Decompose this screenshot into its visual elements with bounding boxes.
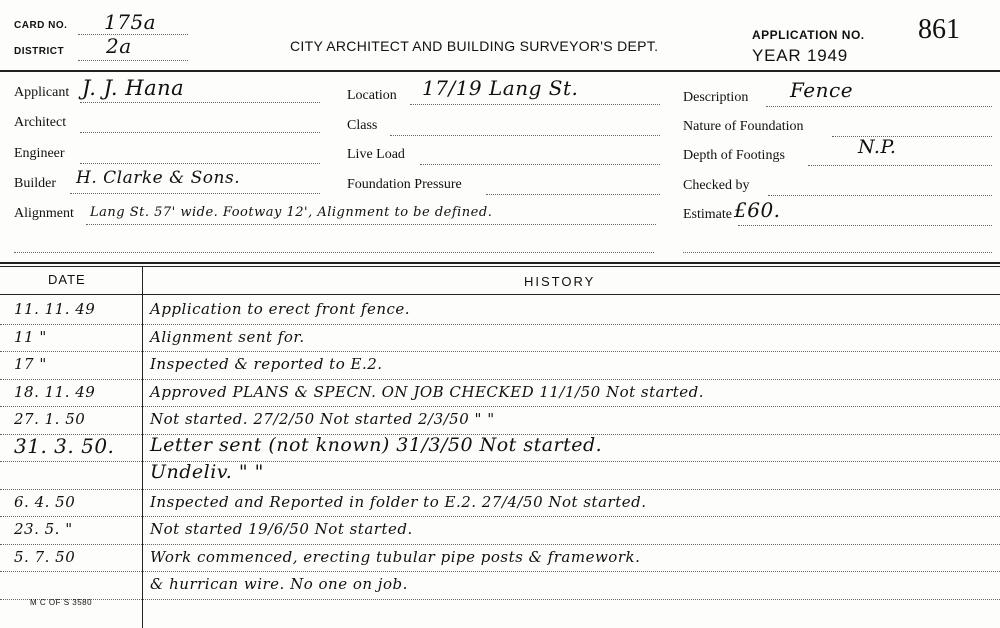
row-rule: [0, 544, 1000, 545]
row-history: Not started 19/6/50 Not started.: [150, 520, 413, 538]
row-date: 23. 5. ": [14, 520, 73, 538]
depth-of-footings-value: N.P.: [858, 136, 897, 158]
row-date: 18. 11. 49: [14, 382, 96, 401]
location-value: 17/19 Lang St.: [422, 76, 579, 100]
engineer-line: [80, 163, 320, 164]
year-label: YEAR 1949: [752, 46, 849, 65]
architect-label: Architect: [14, 115, 67, 130]
class-line: [390, 135, 660, 136]
row-rule: [0, 351, 1000, 352]
row-rule: [0, 324, 1000, 325]
row-rule: [0, 516, 1000, 517]
row-date: 11. 11. 49: [14, 300, 96, 318]
row-date: 17 ": [14, 355, 47, 373]
builder-label: Builder: [14, 176, 56, 191]
live-load-line: [420, 164, 660, 165]
estimate-line-2: [683, 252, 992, 253]
builder-line: [70, 193, 320, 194]
architect-line: [80, 132, 320, 133]
row-date: 6. 4. 50: [14, 492, 76, 511]
location-line: [410, 104, 660, 105]
description-label: Description: [683, 90, 749, 105]
row-rule: [0, 379, 1000, 380]
row-history: Approved PLANS & SPECN. ON JOB CHECKED 11/1/50 Not started.: [150, 382, 705, 401]
row-rule: [0, 489, 1000, 490]
application-no-label: APPLICATION NO.: [752, 28, 865, 42]
card-no-value: 175a: [104, 10, 157, 34]
class-label: Class: [347, 118, 378, 133]
nature-of-foundation-line: [832, 136, 992, 137]
applicant-label: Applicant: [14, 85, 70, 100]
applicant-line: [80, 102, 320, 103]
row-history: Letter sent (not known) 31/3/50 Not started.: [150, 433, 603, 456]
location-label: Location: [347, 88, 397, 103]
table-header-divider: [0, 294, 1000, 295]
application-no-value: 861: [918, 14, 960, 45]
date-header: DATE: [48, 272, 86, 287]
row-history: Application to erect front fence.: [150, 300, 411, 318]
foundation-pressure-label: Foundation Pressure: [347, 177, 462, 192]
depth-of-footings-line: [808, 165, 992, 166]
applicant-value: J. J. Hana: [82, 76, 185, 100]
row-date: 11 ": [14, 327, 47, 346]
date-column-divider: [142, 266, 143, 628]
estimate-line: [738, 225, 992, 226]
card-no-label: CARD NO.: [14, 20, 68, 31]
district-label: DISTRICT: [14, 46, 65, 57]
alignment-label: Alignment: [14, 206, 74, 221]
row-date: 31. 3. 50.: [14, 433, 115, 458]
row-rule: [0, 571, 1000, 572]
alignment-line-2: [14, 252, 654, 253]
row-date: 5. 7. 50: [14, 547, 76, 566]
estimate-label: Estimate: [683, 207, 732, 222]
row-rule: [0, 406, 1000, 407]
estimate-value: £60.: [734, 198, 781, 222]
live-load-label: Live Load: [347, 147, 405, 162]
footer-code: M C OF S 3580: [30, 598, 93, 607]
history-header: HISTORY: [524, 274, 596, 289]
foundation-pressure-line: [486, 194, 660, 195]
row-history: Alignment sent for.: [150, 327, 305, 346]
alignment-line: [86, 224, 656, 225]
engineer-label: Engineer: [14, 146, 65, 161]
row-rule: [0, 599, 1000, 600]
checked-by-label: Checked by: [683, 178, 750, 193]
row-date: 27. 1. 50: [14, 410, 86, 428]
district-value: 2a: [106, 34, 132, 58]
row-history: Not started. 27/2/50 Not started 2/3/50 " ": [150, 410, 495, 428]
row-history: Inspected and Reported in folder to E.2. 27/4/50 Not started.: [150, 492, 647, 511]
checked-by-line: [768, 195, 992, 196]
description-value: Fence: [790, 78, 854, 102]
builder-value: H. Clarke & Sons.: [76, 168, 241, 188]
row-history: Inspected & reported to E.2.: [150, 355, 383, 373]
card-no-line: [78, 34, 188, 35]
alignment-value: Lang St. 57' wide. Footway 12', Alignment to be defined.: [90, 205, 493, 220]
description-line: [766, 106, 992, 107]
district-line: [78, 60, 188, 61]
table-top-border: [0, 262, 1000, 264]
row-history: & hurrican wire. No one on job.: [150, 575, 408, 593]
row-history: Undeliv. " ": [150, 461, 264, 483]
nature-of-foundation-label: Nature of Foundation: [683, 119, 804, 134]
header-divider: [0, 70, 1000, 72]
row-history: Work commenced, erecting tubular pipe posts & framework.: [150, 547, 641, 566]
department-title: CITY ARCHITECT AND BUILDING SURVEYOR'S DEPT.: [290, 38, 659, 54]
table-top-border-inner: [0, 266, 1000, 267]
depth-of-footings-label: Depth of Footings: [683, 148, 785, 163]
